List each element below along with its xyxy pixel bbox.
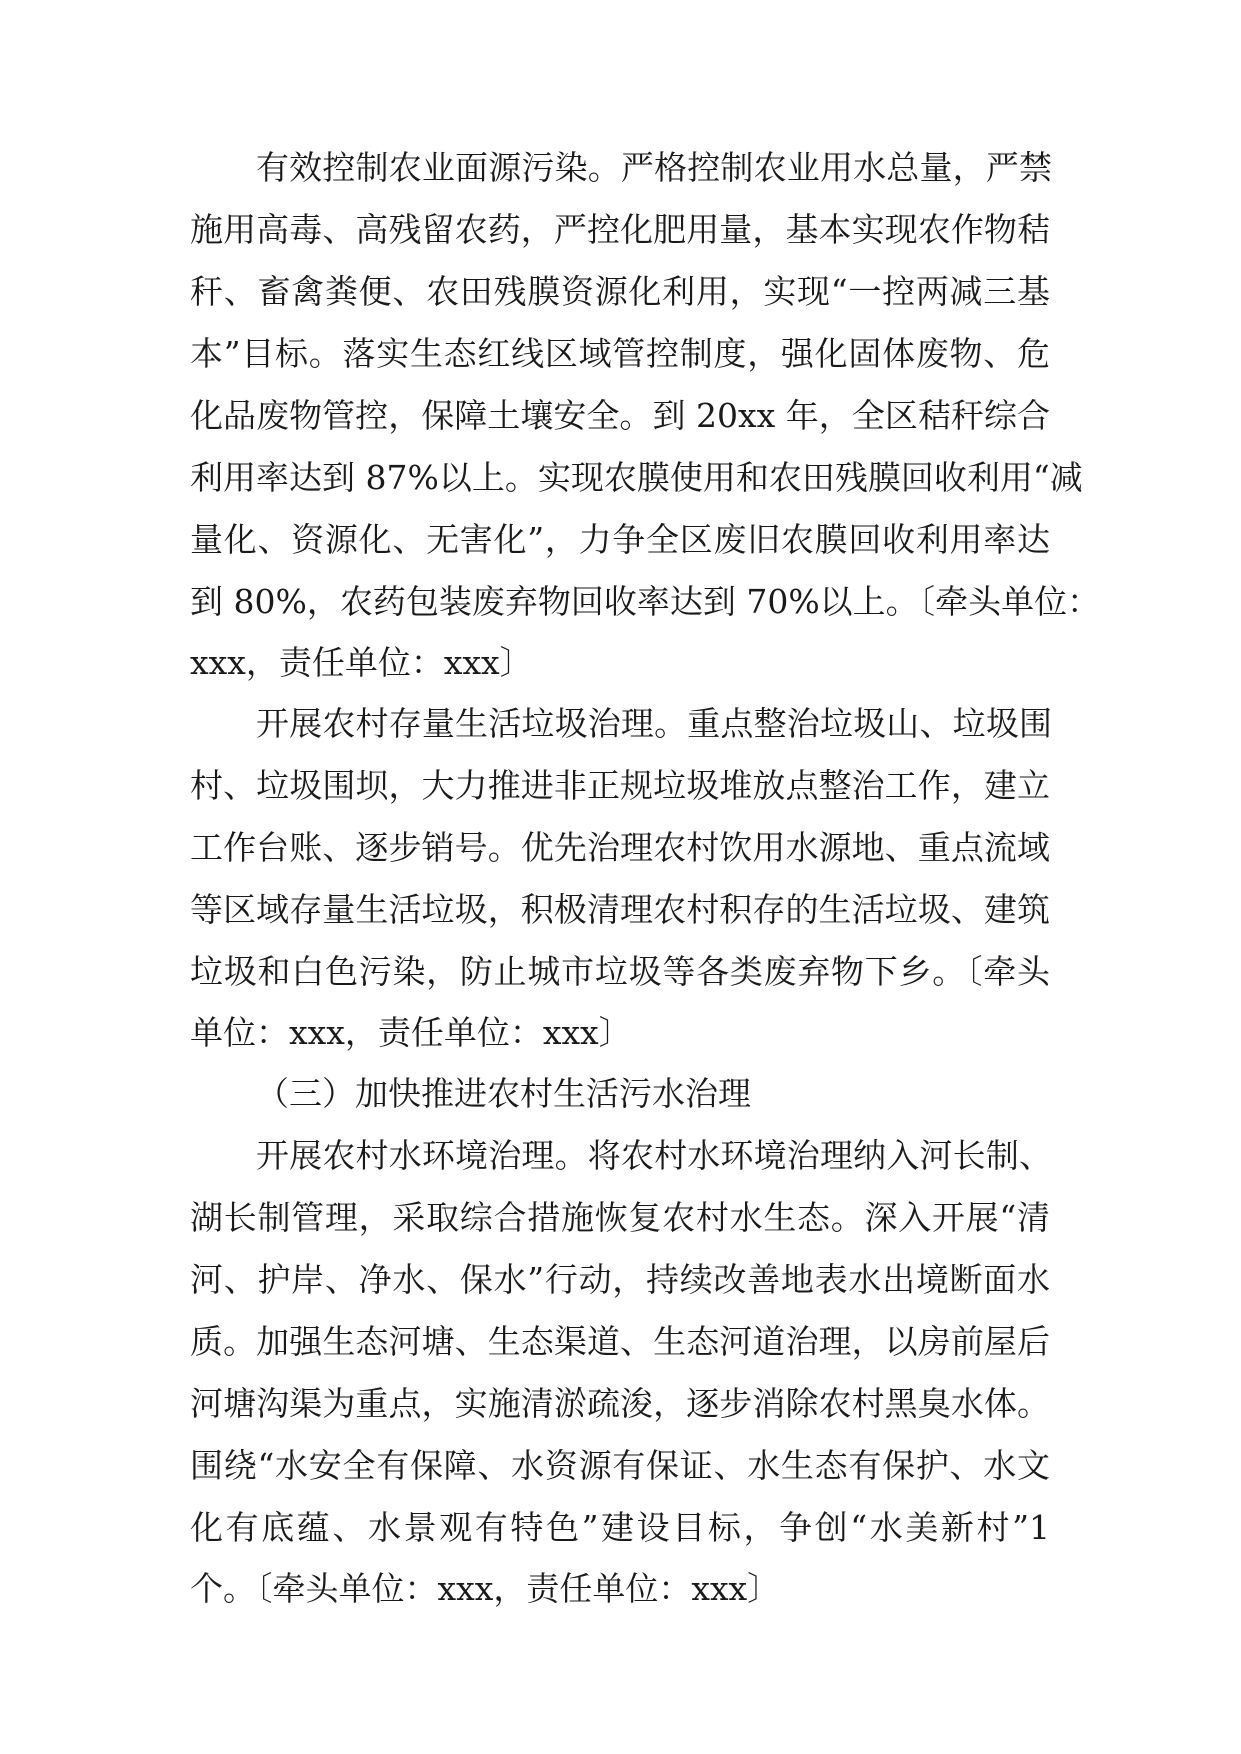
paragraph-2-line-6: 单位：xxx，责任单位：xxx〕 xyxy=(190,1013,632,1052)
paragraph-3-line-7: 化有底蕴、水景观有特色”建设目标，争创“水美新村”1 xyxy=(190,1508,1050,1547)
section-heading: （三）加快推进农村生活污水治理 xyxy=(256,1074,751,1113)
paragraph-2-line-1: 开展农村存量生活垃圾治理。重点整治垃圾山、垃圾围 xyxy=(256,704,1052,743)
paragraph-1-line-8: 到 80%，农药包装废弃物回收率达到 70%以上。〔牵头单位： xyxy=(190,582,1101,621)
paragraph-2-line-3: 工作台账、逐步销号。优先治理农村饮用水源地、重点流域 xyxy=(190,828,1050,867)
paragraph-1-line-7: 量化、资源化、无害化”，力争全区废旧农膜回收利用率达 xyxy=(190,520,1050,559)
paragraph-3-line-8: 个。〔牵头单位：xxx，责任单位：xxx〕 xyxy=(190,1569,781,1608)
paragraph-1-line-9: xxx，责任单位：xxx〕 xyxy=(190,643,533,682)
paragraph-1-line-4: 本”目标。落实生态红线区域管控制度，强化固体废物、危 xyxy=(190,334,1050,373)
paragraph-3-line-2: 湖长制管理，采取综合措施恢复农村水生态。深入开展“清 xyxy=(190,1198,1050,1237)
paragraph-2-line-4: 等区域存量生活垃圾，积极清理农村积存的生活垃圾、建筑 xyxy=(190,890,1050,929)
paragraph-2-line-2: 村、垃圾围坝，大力推进非正规垃圾堆放点整治工作，建立 xyxy=(190,766,1050,805)
paragraph-1-line-6: 利用率达到 87%以上。实现农膜使用和农田残膜回收利用“减 xyxy=(190,458,1083,497)
paragraph-2-line-5: 垃圾和白色污染，防止城市垃圾等各类废弃物下乡。〔牵头 xyxy=(190,952,1050,991)
paragraph-3-line-4: 质。加强生态河塘、生态渠道、生态河道治理，以房前屋后 xyxy=(190,1322,1050,1361)
paragraph-3-line-6: 围绕“水安全有保障、水资源有保证、水生态有保护、水文 xyxy=(190,1446,1050,1485)
paragraph-1-line-2: 施用高毒、高残留农药，严控化肥用量，基本实现农作物秸 xyxy=(190,210,1050,249)
paragraph-3-line-1: 开展农村水环境治理。将农村水环境治理纳入河长制、 xyxy=(256,1136,1052,1175)
paragraph-3-line-5: 河塘沟渠为重点，实施清淤疏浚，逐步消除农村黑臭水体。 xyxy=(190,1384,1050,1423)
paragraph-1-line-5: 化品废物管控，保障土壤安全。到 20xx 年，全区秸秆综合 xyxy=(190,396,1050,435)
paragraph-1-line-1: 有效控制农业面源污染。严格控制农业用水总量，严禁 xyxy=(256,148,1052,187)
paragraph-1-line-3: 秆、畜禽粪便、农田残膜资源化利用，实现“一控两减三基 xyxy=(190,272,1050,311)
paragraph-3-line-3: 河、护岸、净水、保水”行动，持续改善地表水出境断面水 xyxy=(190,1260,1050,1299)
